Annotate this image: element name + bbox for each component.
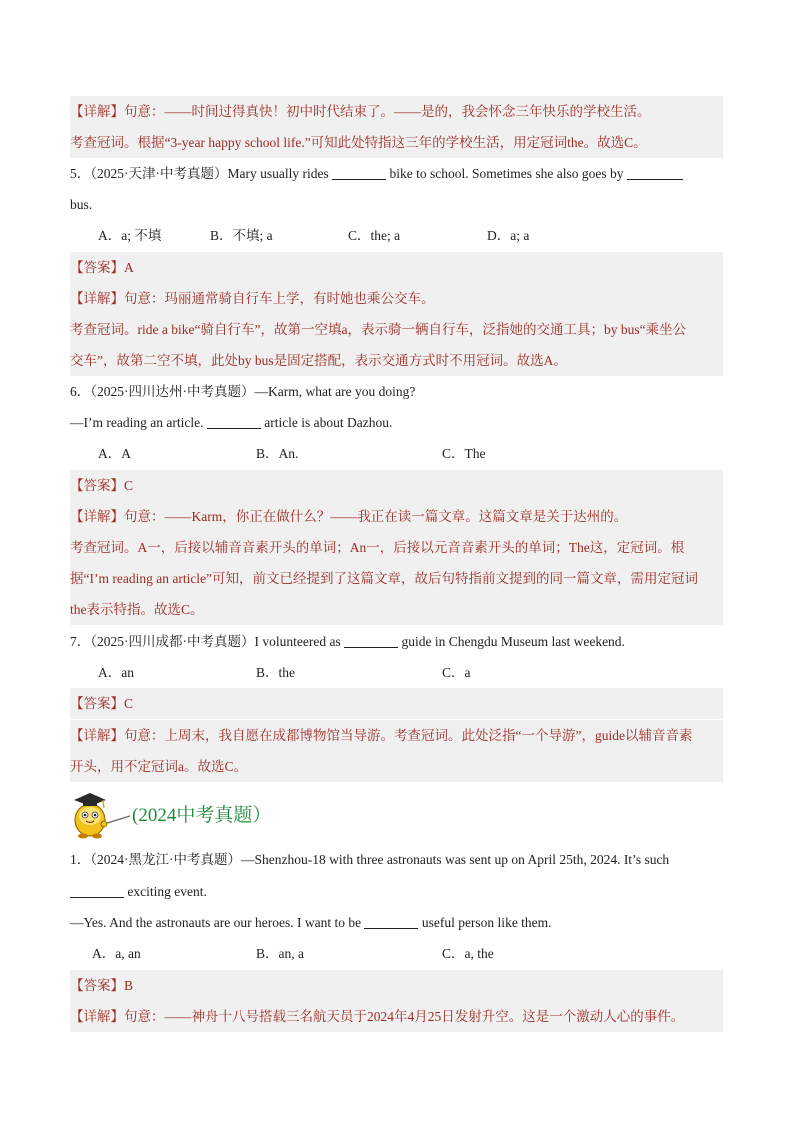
section-heading xyxy=(70,786,370,842)
option-b: B．不填; a xyxy=(210,228,273,243)
explanation-line: 考查冠词。A一，后接以辅音音素开头的单词；An一，后接以元音音素开头的单词；The这，定冠词。根 xyxy=(70,532,723,563)
question-text: —I’m reading an article. xyxy=(70,415,204,430)
question-6-stem-cont xyxy=(70,407,723,438)
answer-blank xyxy=(207,414,261,429)
question-text: 7．（2025·四川成都·中考真题）I volunteered as xyxy=(70,634,341,649)
option-b: B．An. xyxy=(256,446,299,461)
answer-blank xyxy=(344,633,398,648)
option-a: A．A xyxy=(98,446,131,461)
question-text: 5．（2025·天津·中考真题）Mary usually rides xyxy=(70,166,329,181)
option-a: A．a; 不填 xyxy=(98,228,162,243)
explanation-line: 据“I’m reading an article”可知，前文已经提到了这篇文章，故后句特指前文提到的同一篇文章，需用定冠词 xyxy=(70,563,723,594)
question-6-stem: 6．（2025·四川达州·中考真题）—Karm, what are you doing? xyxy=(70,384,416,399)
question-5-stem-cont: bus. xyxy=(70,197,93,212)
question-1-stem-cont xyxy=(70,907,723,938)
option-b: B．the xyxy=(256,665,295,680)
option-a: A．a, an xyxy=(92,946,141,961)
answer-blank xyxy=(332,165,386,180)
question-5-options xyxy=(70,220,723,251)
question-text: guide in Chengdu Museum last weekend. xyxy=(401,634,625,649)
graduate-mascot-icon xyxy=(70,786,132,842)
answer-blank xyxy=(627,165,683,180)
option-c: C．the; a xyxy=(348,228,401,243)
question-text: —Yes. And the astronauts are our heroes. I want to be xyxy=(70,915,362,930)
answer-blank xyxy=(364,914,418,929)
option-d: D．a; a xyxy=(487,228,530,243)
answer-line: 【答案】B xyxy=(70,970,723,1001)
option-b: B．an, a xyxy=(256,946,304,961)
option-c: C．The xyxy=(442,446,486,461)
question-text: article is about Dazhou. xyxy=(264,415,393,430)
question-1-options xyxy=(70,938,723,969)
explanation-line: 【详解】句意：——时间过得真快！初中时代结束了。——是的，我会怀念三年快乐的学校生活。 xyxy=(70,96,723,127)
answer-line: 【答案】A xyxy=(70,252,723,283)
answer-blank xyxy=(70,883,124,898)
question-6-options xyxy=(70,438,723,469)
question-5-stem xyxy=(70,158,723,189)
question-7-options xyxy=(70,657,723,688)
question-text: bike to school. Sometimes she also goes by xyxy=(389,166,624,181)
question-7-stem xyxy=(70,626,723,657)
question-1-stem-cont xyxy=(70,876,723,907)
explanation-line: 开头，用不定冠词a。故选C。 xyxy=(70,751,723,782)
question-1-stem: 1．（2024·黑龙江·中考真题）—Shenzhou-18 with three astronauts was sent up on April 25th, 2024. It’s such xyxy=(70,852,670,867)
explanation-line: 考查冠词。ride a bike“骑自行车”，故第一空填a，表示骑一辆自行车，泛指她的交通工具；by bus“乘坐公 xyxy=(70,314,723,345)
option-a: A．an xyxy=(98,665,134,680)
explanation-line: 【详解】句意：玛丽通常骑自行车上学，有时她也乘公交车。 xyxy=(70,283,723,314)
explanation-line: 交车”，故第二空不填，此处by bus是固定搭配，表示交通方式时不用冠词。故选A。 xyxy=(70,345,723,376)
explanation-line: 【详解】句意：——神舟十八号搭载三名航天员于2024年4月25日发射升空。这是一个激动人心的事件。 xyxy=(70,1001,723,1032)
answer-line: 【答案】C xyxy=(70,688,723,719)
question-text: exciting event. xyxy=(127,884,207,899)
explanation-line: 【详解】句意：上周末，我自愿在成都博物馆当导游。考查冠词。此处泛指“一个导游”，guide以辅音音素 xyxy=(70,720,723,751)
answer-line: 【答案】C xyxy=(70,470,723,501)
option-c: C．a xyxy=(442,665,471,680)
option-c: C．a, the xyxy=(442,946,494,961)
question-text: useful person like them. xyxy=(421,915,552,930)
explanation-line: the表示特指。故选C。 xyxy=(70,594,723,625)
section-title: (2024中考真题） xyxy=(132,805,272,826)
explanation-line: 考查冠词。根据“3-year happy school life.”可知此处特指这三年的学校生活，用定冠词the。故选C。 xyxy=(70,127,723,158)
explanation-line: 【详解】句意：——Karm，你正在做什么？——我正在读一篇文章。这篇文章是关于达州的。 xyxy=(70,501,723,532)
